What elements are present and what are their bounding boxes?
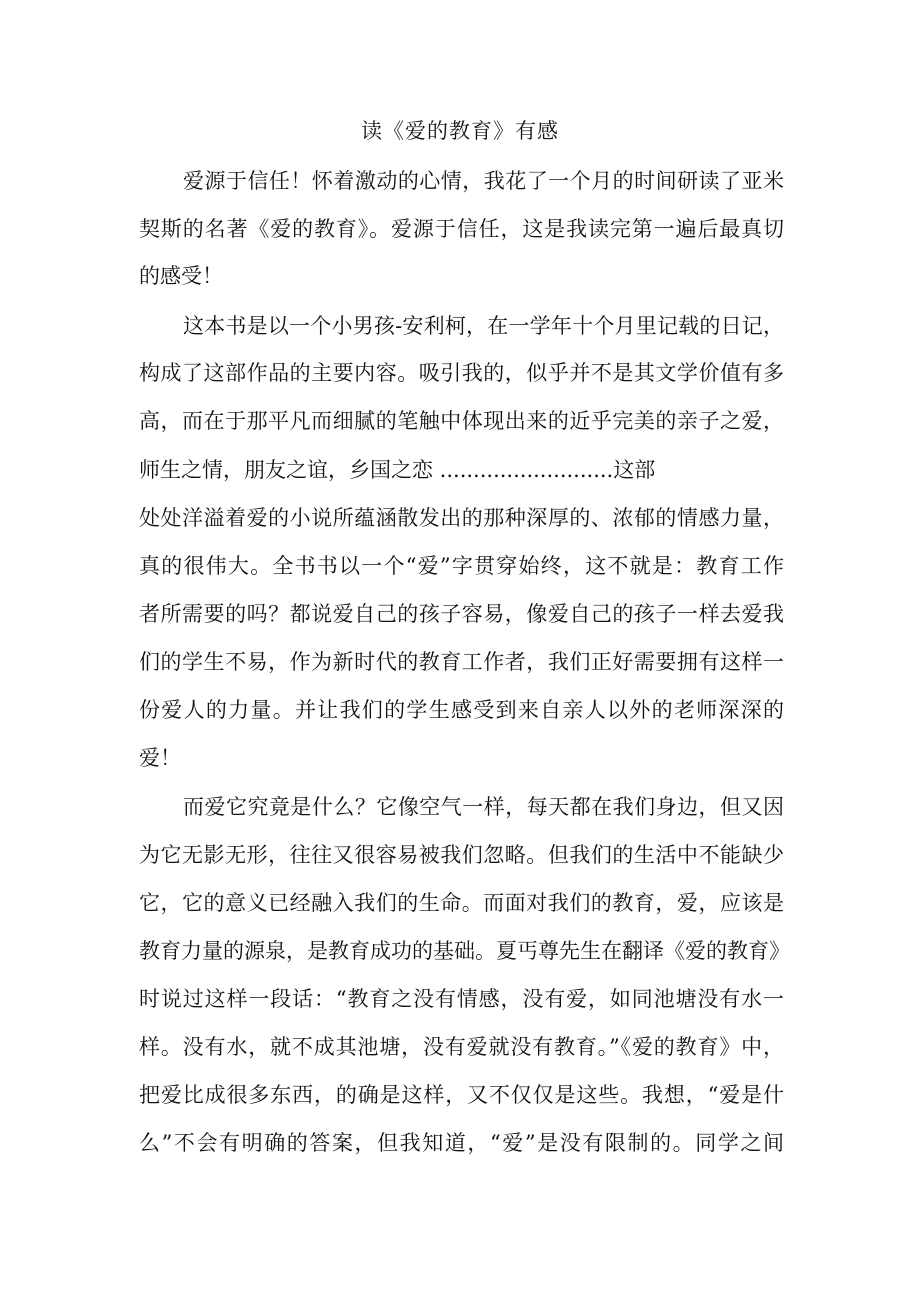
paragraph-2-line-5: 处处洋溢着爱的小说所蕴涵散发出的那种深厚的、浓郁的情感力量， bbox=[139, 506, 784, 530]
paragraph-2-line-4: 师生之情，朋友之谊，乡国之恋 ..........................这部 bbox=[139, 458, 656, 482]
paragraph-3-line-6: 样。没有水，就不成其池塘，没有爱就没有教育。”《爱的教育》中， bbox=[139, 1035, 784, 1059]
paragraph-2-line-6: 真的很伟大。全书书以一个“爱”字贯穿始终，这不就是：教育工作 bbox=[139, 554, 784, 578]
paragraph-2-line-10: 爱！ bbox=[139, 746, 181, 770]
paragraph-1-line-3: 的感受！ bbox=[139, 264, 223, 288]
paragraph-2-line-2: 构成了这部作品的主要内容。吸引我的，似乎并不是其文学价值有多 bbox=[139, 361, 784, 385]
paragraph-3-line-8: 么”不会有明确的答案，但我知道，“爱”是没有限制的。同学之间 bbox=[139, 1131, 784, 1155]
paragraph-2-line-7: 者所需要的吗？都说爱自己的孩子容易，像爱自己的孩子一样去爱我 bbox=[139, 602, 784, 626]
paragraph-3-line-5: 时说过这样一段话：“教育之没有情感，没有爱，如同池塘没有水一 bbox=[139, 987, 784, 1011]
document-title: 读《爱的教育》有感 bbox=[361, 119, 559, 143]
paragraph-3-line-1: 而爱它究竟是什么？它像空气一样，每天都在我们身边，但又因 bbox=[183, 795, 784, 819]
paragraph-3-line-3: 它，它的意义已经融入我们的生命。而面对我们的教育，爱，应该是 bbox=[139, 891, 784, 915]
paragraph-3-line-2: 为它无影无形，往往又很容易被我们忽略。但我们的生活中不能缺少 bbox=[139, 843, 784, 867]
paragraph-1-line-2: 契斯的名著《爱的教育》。爱源于信任，这是我读完第一遍后最真切 bbox=[139, 217, 784, 241]
paragraph-3-line-7: 把爱比成很多东西，的确是这样，又不仅仅是这些。我想，“爱是什 bbox=[139, 1083, 784, 1107]
paragraph-2-line-9: 份爱人的力量。并让我们的学生感受到来自亲人以外的老师深深的 bbox=[139, 698, 784, 722]
paragraph-3-line-4: 教育力量的源泉，是教育成功的基础。夏丐尊先生在翻译《爱的教育》 bbox=[139, 939, 790, 963]
paragraph-1-line-1: 爱源于信任！怀着激动的心情，我花了一个月的时间研读了亚米 bbox=[183, 169, 784, 193]
paragraph-2-line-8: 们的学生不易，作为新时代的教育工作者，我们正好需要拥有这样一 bbox=[139, 650, 784, 674]
paragraph-2-line-1: 这本书是以一个小男孩-安利柯，在一学年十个月里记载的日记， bbox=[183, 314, 784, 338]
paragraph-2-line-3: 高，而在于那平凡而细腻的笔触中体现出来的近乎完美的亲子之爱， bbox=[139, 409, 784, 433]
